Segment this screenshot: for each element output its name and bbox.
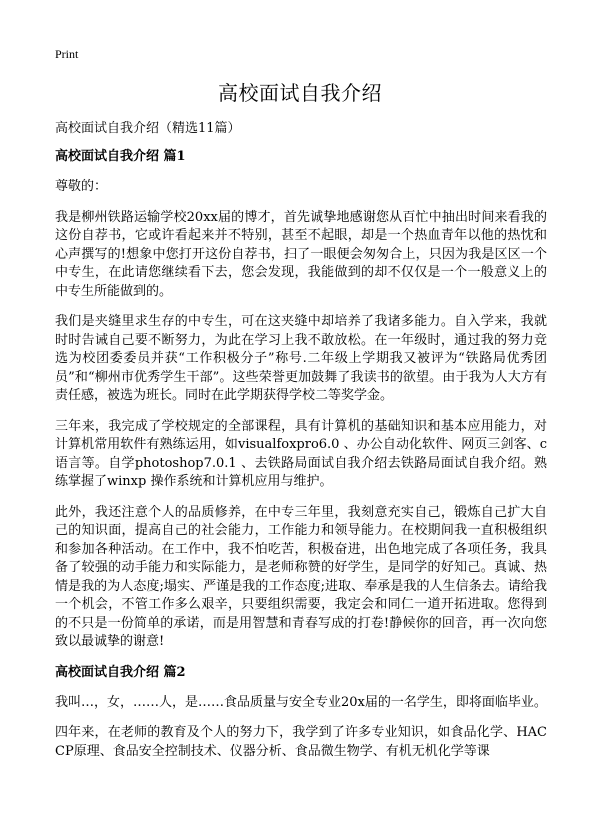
document-title: 高校面试自我介绍 — [218, 81, 382, 105]
paragraph: 三年来，我完成了学校规定的全部课程，具有计算机的基础知识和基本应用能力，对计算机常用软件有熟练运用，如visualfoxpro6.0 、办公自动化软件、网页三剑客、c语言等。自学photoshop7.0.1 、去铁路局面试自我介绍去铁路局面试自我介绍。熟练掌握了winxp 操作系统和计算机应用与维护。 — [55, 418, 547, 489]
document-body — [55, 148, 547, 773]
paragraph: 我是柳州铁路运输学校20xx届的博才，首先诚挚地感谢您从百忙中抽出时间来看我的这份自荐书，它或许看起来并不特别，甚至不起眼，却是一个热血青年以他的热忱和心声撰写的!想象中您打开这份自荐书，扫了一眼便会匆匆合上，只因为我是区区一个中专生，在此请您继续看下去，您会发现，我能做到的却不仅仅是一个一般意义上的中专生所能做到的。 — [55, 209, 547, 299]
section-heading: 高校面试自我介绍 篇1 — [55, 149, 186, 164]
print-link[interactable]: Print — [55, 47, 79, 61]
paragraph: 我叫…，女，……人，是……食品质量与安全专业20x届的一名学生，即将面临毕业。 — [55, 694, 547, 710]
salutation: 尊敬的： — [55, 179, 108, 194]
section-heading: 高校面试自我介绍 篇2 — [55, 664, 186, 680]
paragraph: 此外，我还注意个人的品质修养，在中专三年里，我刻意充实自己，锻炼自己扩大自己的知识面，提高自己的社会能力，工作能力和领导能力。在校期间我一直积极组织和参加各种活动。在工作中，我不怕吃苦，积极奋进，出色地完成了各项任务，我具备了较强的动手能力和实际能力，是老师称赞的好学生，是同学的好知己。真诚、热情是我的为人态度;塌实、严谨是我的工作态度;进取、奉承是我的人生信条去。请给我一个机会，不管工作多么艰辛，只要组织需要，我定会和同仁一道开拓进取。您得到的不只是一份简单的承诺，而是用智慧和青春写成的打卷!静候你的回音，再一次向您致以最诚挚的谢意! — [55, 504, 547, 649]
paragraph: 我们是夹缝里求生存的中专生，可在这夹缝中却培养了我诸多能力。自入学来，我就时时告诫自己要不断努力，为此在学习上我不敢放松。在一年级时，通过我的努力竞选为校团委委员并获“工作积极分子”称号.二年级上学期我又被评为“铁路局优秀团员”和“柳州市优秀学生干部”。这些荣誉更加鼓舞了我读书的欲望。由于我为人大方有责任感，被选为班长。同时在此学期获得学校二等奖学金。 — [55, 314, 547, 403]
document-subtitle: 高校面试自我介绍（精选11篇） — [55, 121, 241, 136]
section-2 — [55, 664, 547, 762]
paragraph: 四年来，在老师的教育及个人的努力下，我学到了许多专业知识，如食品化学、HACCP原理、食品安全控制技术、仪器分析、食品微生物学、有机无机化学等课 — [55, 725, 547, 759]
section-1 — [55, 148, 547, 652]
